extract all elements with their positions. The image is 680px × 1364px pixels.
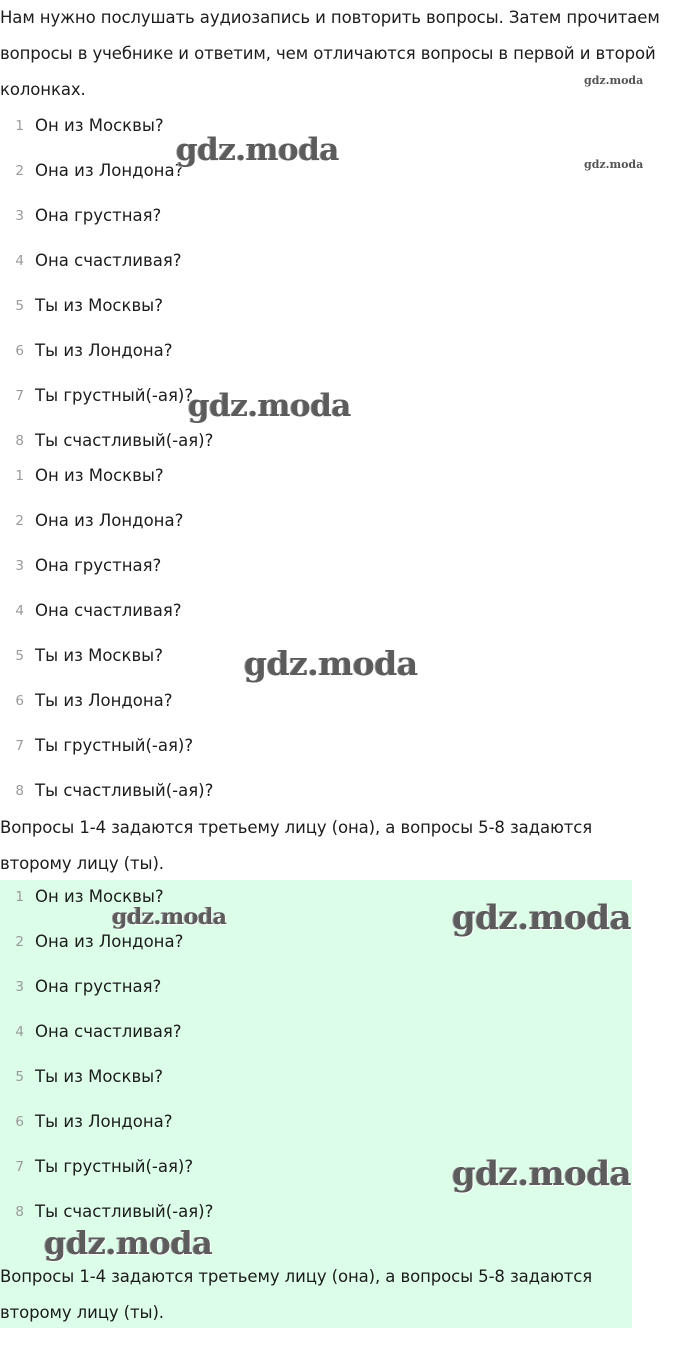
list-item <box>0 551 640 581</box>
item-text: Он из Москвы? <box>35 466 164 485</box>
item-number: 8 <box>15 1204 24 1220</box>
watermark: gdz.moda <box>44 1224 213 1262</box>
list-item <box>0 776 640 806</box>
list-item <box>0 336 640 366</box>
item-text: Она счастливая? <box>35 251 182 270</box>
item-number: 1 <box>15 118 24 134</box>
item-text: Ты из Лондона? <box>35 341 173 360</box>
item-number: 6 <box>15 1114 24 1130</box>
item-text: Она грустная? <box>35 206 162 225</box>
item-number: 4 <box>15 253 24 269</box>
item-text: Ты грустный(-ая)? <box>35 736 194 755</box>
item-number: 1 <box>15 889 24 905</box>
item-number: 3 <box>15 558 24 574</box>
watermark: gdz.moda <box>452 1154 632 1194</box>
item-number: 5 <box>15 298 24 314</box>
item-number: 3 <box>15 979 24 995</box>
item-text: Он из Москвы? <box>35 887 164 906</box>
answer-paragraph-highlighted: Вопросы 1-4 задаются третьему лицу (она), а вопросы 5-8 задаются второму лицу (ты). <box>0 1267 593 1322</box>
list-item <box>0 291 640 321</box>
item-text: Ты счастливый(-ая)? <box>35 431 214 450</box>
item-text: Она грустная? <box>35 556 162 575</box>
item-number: 2 <box>15 163 24 179</box>
item-number: 4 <box>15 1024 24 1040</box>
watermark: gdz.moda <box>452 898 632 938</box>
watermark: gdz.moda <box>244 644 418 683</box>
item-text: Ты из Москвы? <box>35 646 163 665</box>
list-item <box>0 461 640 491</box>
item-text: Она из Лондона? <box>35 511 184 530</box>
item-number: 3 <box>15 208 24 224</box>
item-number: 5 <box>15 1069 24 1085</box>
intro-paragraph: Нам нужно послушать аудиозапись и повторить вопросы. Затем прочитаем вопросы в учебнике и ответим, чем отличаются вопросы в первой и второй колонках. <box>0 8 660 99</box>
item-number: 2 <box>15 934 24 950</box>
item-text: Она из Лондона? <box>35 932 184 951</box>
item-text: Ты счастливый(-ая)? <box>35 1202 214 1221</box>
list-item <box>0 1062 640 1092</box>
list-item <box>0 1107 640 1137</box>
item-number: 7 <box>15 388 24 404</box>
list-item <box>0 506 640 536</box>
list-item <box>0 426 640 456</box>
list-item <box>0 201 640 231</box>
item-number: 8 <box>15 783 24 799</box>
item-text: Он из Москвы? <box>35 116 164 135</box>
item-text: Она грустная? <box>35 977 162 996</box>
list-item <box>0 731 640 761</box>
item-text: Ты из Москвы? <box>35 1067 163 1086</box>
list-item <box>0 596 640 626</box>
item-number: 4 <box>15 603 24 619</box>
list-item <box>0 1017 640 1047</box>
item-text: Она из Лондона? <box>35 161 184 180</box>
watermark: gdz.moda <box>584 74 644 87</box>
item-text: Она счастливая? <box>35 1022 182 1041</box>
item-number: 7 <box>15 1159 24 1175</box>
watermark: gdz.moda <box>176 132 339 168</box>
answer-paragraph: Вопросы 1-4 задаются третьему лицу (она), а вопросы 5-8 задаются второму лицу (ты). <box>0 818 593 873</box>
list-item <box>0 686 640 716</box>
item-number: 6 <box>15 343 24 359</box>
item-number: 8 <box>15 433 24 449</box>
item-number: 6 <box>15 693 24 709</box>
watermark: gdz.moda <box>584 158 644 171</box>
item-text: Ты грустный(-ая)? <box>35 1157 194 1176</box>
item-number: 2 <box>15 513 24 529</box>
item-text: Ты из Лондона? <box>35 1112 173 1131</box>
item-text: Она счастливая? <box>35 601 182 620</box>
item-text: Ты из Лондона? <box>35 691 173 710</box>
watermark: gdz.moda <box>112 904 227 930</box>
item-text: Ты грустный(-ая)? <box>35 386 194 405</box>
list-item <box>0 246 640 276</box>
item-number: 5 <box>15 648 24 664</box>
item-number: 7 <box>15 738 24 754</box>
item-text: Ты счастливый(-ая)? <box>35 781 214 800</box>
list-item <box>0 972 640 1002</box>
list-item <box>0 1197 640 1227</box>
item-text: Ты из Москвы? <box>35 296 163 315</box>
item-number: 1 <box>15 468 24 484</box>
watermark: gdz.moda <box>188 388 351 424</box>
